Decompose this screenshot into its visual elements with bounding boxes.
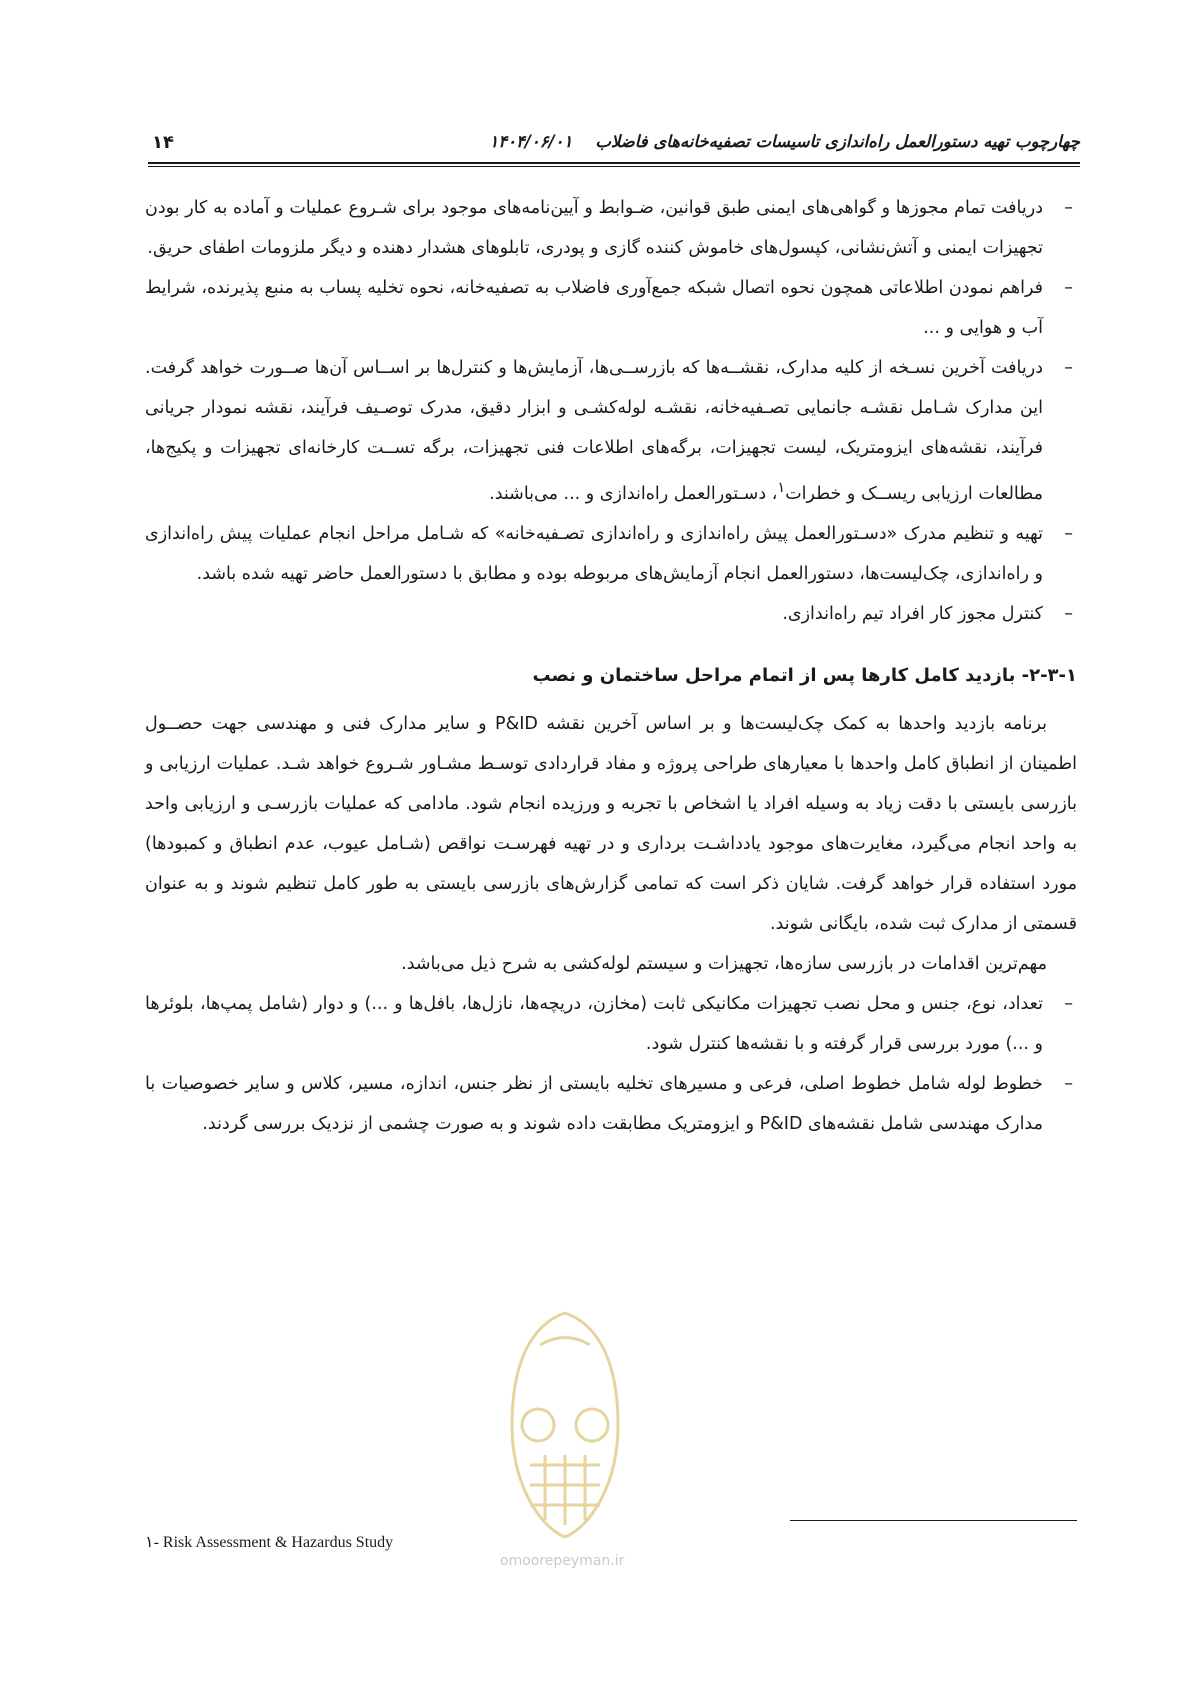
list-item: – تعداد، نوع، جنس و محل نصب تجهیزات مکانیکی ثابت (مخازن، دریچه‌ها، نازل‌ها، بافل‌ها و ...) و دوار (شامل پمپ‌ها، بلوئرها و ...) مورد بررسی قرار گرفته و با نقشه‌ها کنترل شود. <box>145 984 1077 1064</box>
list-item: – تهیه و تنظیم مدرک «دسـتورالعمل پیش راه‌اندازی و راه‌اندازی تصـفیه‌خانه» که شـامل مراحل انجام عملیات پیش راه‌اندازی و راه‌اندازی، چک‌لیست‌ها، دستورالعمل انجام آزمایش‌های مربوطه بوده و مطابق با دستورالعمل حاضر تهیه شده باشد. <box>145 514 1077 594</box>
watermark <box>490 1305 640 1575</box>
dash-icon: – <box>1064 1073 1073 1094</box>
dash-icon: – <box>1064 198 1073 218</box>
body-paragraph: برنامه بازدید واحدها به کمک چک‌لیست‌ها و بر اساس آخرین نقشه P&ID و سایر مدارک فنی و مهندسی جهت حصــول اطمینان از انطباق کامل واحدها با معیارهای طراحی پروژه و مفاد قراردادی توسـط مشـاور شـروع خواهد شـد. عملیات ارزیابی و بازرسی بایستی با دقت زیاد به وسیله افراد یا اشخاص با تجربه و ورزیده انجام شود. مادامی که عملیات بازرسـی و ارزیابی واحد به واحد انجام می‌گیرد، مغایرت‌های موجود یادداشـت برداری و در تهیه فهرسـت نواقص (شـامل عیوب، عدم انطباق و کمبودها) مورد استفاده قرار خواهد گرفت. شایان ذکر است که تمامی گزارش‌های بازرسی بایستی به طور کامل تنظیم شوند و به عنوان قسمتی از مدارک ثبت شده، بایگانی شوند. <box>145 713 1077 934</box>
header-rule-thin <box>148 166 1080 167</box>
bullet-list-top <box>145 188 1077 634</box>
page-body <box>145 188 1077 1144</box>
footnote-reference: ۱ <box>777 479 786 496</box>
document-title: چهارچوب تهیه دستورالعمل راه‌اندازی تاسیسات تصفیه‌خانه‌های فاضلاب <box>595 132 1080 151</box>
list-item: – فراهم نمودن اطلاعاتی همچون نحوه اتصال شبکه جمع‌آوری فاضلاب به تصفیه‌خانه، نحوه تخلیه پساب به منبع پذیرنده، شرایط آب و هوایی و ... <box>145 268 1077 348</box>
header-rule <box>148 162 1080 164</box>
document-date: ۱۴۰۴/۰۶/۰۱ <box>489 132 573 151</box>
page-number: ۱۴ <box>152 132 174 153</box>
dash-icon: – <box>1064 993 1073 1014</box>
seal-icon <box>490 1305 640 1545</box>
dash-icon: – <box>1064 278 1073 298</box>
running-title <box>489 132 1080 151</box>
dash-icon: – <box>1064 523 1073 544</box>
bullet-list-bottom <box>145 984 1077 1144</box>
list-item: – دریافت تمام مجوزها و گواهی‌های ایمنی طبق قوانین، ضـوابط و آیین‌نامه‌های موجود برای شـروع عملیات و آماده به کار بودن تجهیزات ایمنی و آتش‌نشانی، کپسول‌های خاموش کننده گازی و پودری، تابلوهای هشدار دهنده و دیگر ملزومات اطفای حریق. <box>145 188 1077 268</box>
list-item: – کنترل مجوز کار افراد تیم راه‌اندازی. <box>145 594 1077 634</box>
section-heading: ۲-۳-۱- بازدید کامل کارها پس از اتمام مراحل ساختمان و نصب <box>532 664 1077 686</box>
footnote-separator <box>790 1520 1077 1521</box>
list-item: – دریافت آخرین نسـخه از کلیه مدارک، نقشــه‌ها که بازرســی‌ها، آزمایش‌ها و کنترل‌ها بر اســاس آن‌ها صــورت خواهد گرفت. این مدارک شـامل نقشـه جانمایی تصـفیه‌خانه، نقشـه لوله‌کشـی و ابزار دقیق، مدرک توصـیف فرآیند، نقشه نمودار جریانی فرآیند، نقشه‌های ایزومتریک، لیست تجهیزات، برگه‌های اطلاعات فنی تجهیزات، برگه تســت کارخانه‌ای تجهیزات و پکیج‌ها، مطالعات ارزیابی ریســک و خطرات$^۱$، دسـتورالعمل راه‌اندازی و ... می‌باشند. <box>145 348 1077 514</box>
dash-icon: – <box>1064 358 1073 378</box>
list-item: – خطوط لوله شامل خطوط اصلی، فرعی و مسیرهای تخلیه بایستی از نظر جنس، اندازه، مسیر، کلاس و سایر خصوصیات با مدارک مهندسی شامل نقشه‌های P&ID و ایزومتریک مطابقت داده شوند و به صورت چشمی از نزدیک بررسی گردند. <box>145 1064 1077 1144</box>
footnote: ۱- Risk Assessment & Hazardus Study <box>145 1534 394 1551</box>
page-header <box>148 128 1080 162</box>
dash-icon: – <box>1064 603 1073 624</box>
intro-line: مهم‌ترین اقدامات در بازرسی سازه‌ها، تجهیزات و سیستم لوله‌کشی به شرح ذیل می‌باشد. <box>401 953 1047 974</box>
watermark-url: omoorepeyman.ir <box>500 1553 625 1569</box>
